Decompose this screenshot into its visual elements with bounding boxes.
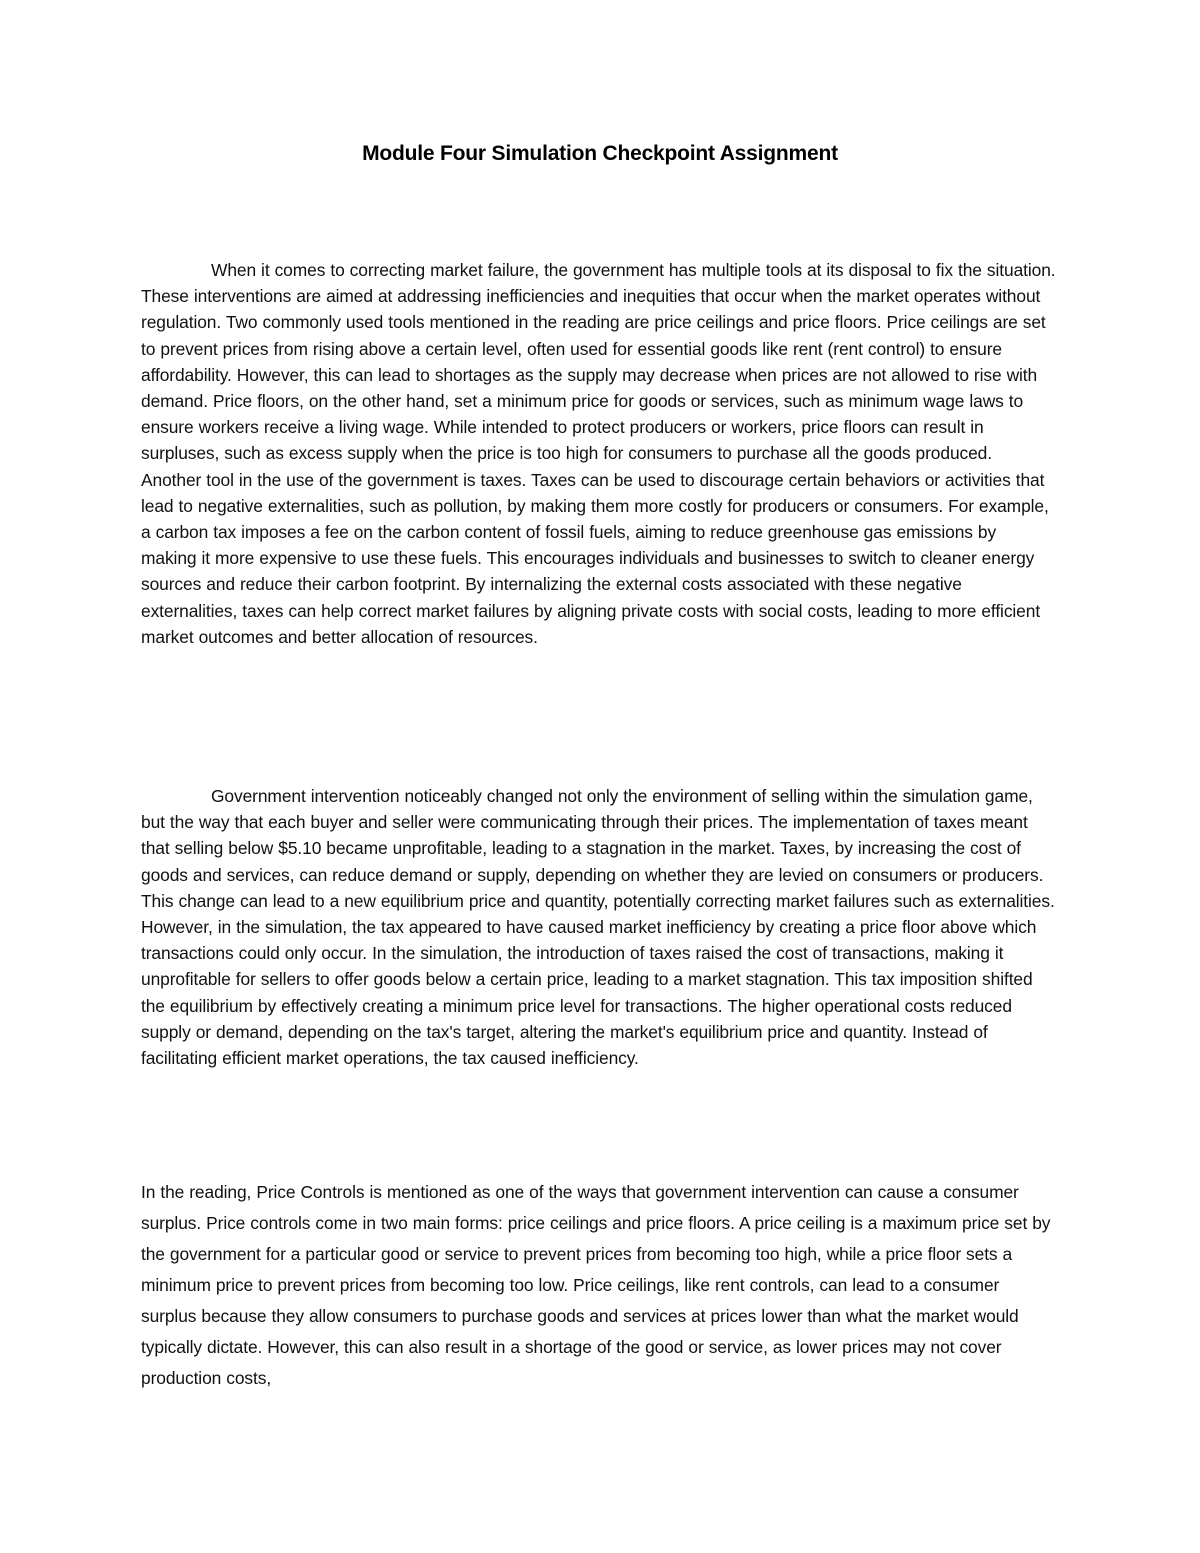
paragraph-price-controls: In the reading, Price Controls is mentioned as one of the ways that government intervention can cause a consumer surplus. Price controls come in two main forms: price ceilings and price floors. A price ceiling is a maximum price set by the government for a particular good or service to prevent prices from becoming too high, while a price floor sets a minimum price to prevent prices from becoming too low. Price ceilings, like rent controls, can lead to a consumer surplus because they allow consumers to purchase goods and services at prices lower than what the market would typically dictate. However, this can also result in a shortage of the good or service, as lower prices may not cover production costs, [141,1182,1051,1388]
paragraph-government-intervention: Government intervention noticeably changed not only the environment of selling within the simulation game, but the way that each buyer and seller were communicating through their prices. The implementation of taxes meant that selling below $5.10 became unprofitable, leading to a stagnation in the market. Taxes, by increasing the cost of goods and services, can reduce demand or supply, depending on whether they are levied on consumers or producers. This change can lead to a new equilibrium price and quantity, potentially correcting market failures such as externalities. However, in the simulation, the tax appeared to have caused market inefficiency by creating a price floor above which transactions could only occur. In the simulation, the introduction of taxes raised the cost of transactions, making it unprofitable for sellers to offer goods below a certain price, leading to a market stagnation. This tax imposition shifted the equilibrium by effectively creating a minimum price level for transactions. The higher operational costs reduced supply or demand, depending on the tax's target, altering the market's equilibrium price and quantity. Instead of facilitating efficient market operations, the tax caused inefficiency. [141,786,1055,1069]
paragraph-market-failure-tools: When it comes to correcting market failure, the government has multiple tools at its disposal to fix the situation. These interventions are aimed at addressing inefficiencies and inequities that occur when the market operates without regulation. Two commonly used tools mentioned in the reading are price ceilings and price floors. Price ceilings are set to prevent prices from rising above a certain level, often used for essential goods like rent (rent control) to ensure affordability. However, this can lead to shortages as the supply may decrease when prices are not allowed to rise with demand. Price floors, on the other hand, set a minimum price for goods or services, such as minimum wage laws to ensure workers receive a living wage. While intended to protect producers or workers, price floors can result in surpluses, such as excess supply when the price is too high for consumers to purchase all the goods produced. Another tool in the use of the government is taxes. Taxes can be used to discourage certain behaviors or activities that lead to negative externalities, such as pollution, by making them more costly for producers or consumers. For example, a carbon tax imposes a fee on the carbon content of fossil fuels, aiming to reduce greenhouse gas emissions by making it more expensive to use these fuels. This encourages individuals and businesses to switch to cleaner energy sources and reduce their carbon footprint. By internalizing the external costs associated with these negative externalities, taxes can help correct market failures by aligning private costs with social costs, leading to more efficient market outcomes and better allocation of resources. [141,260,1056,647]
document-title: Module Four Simulation Checkpoint Assignment [362,142,838,165]
